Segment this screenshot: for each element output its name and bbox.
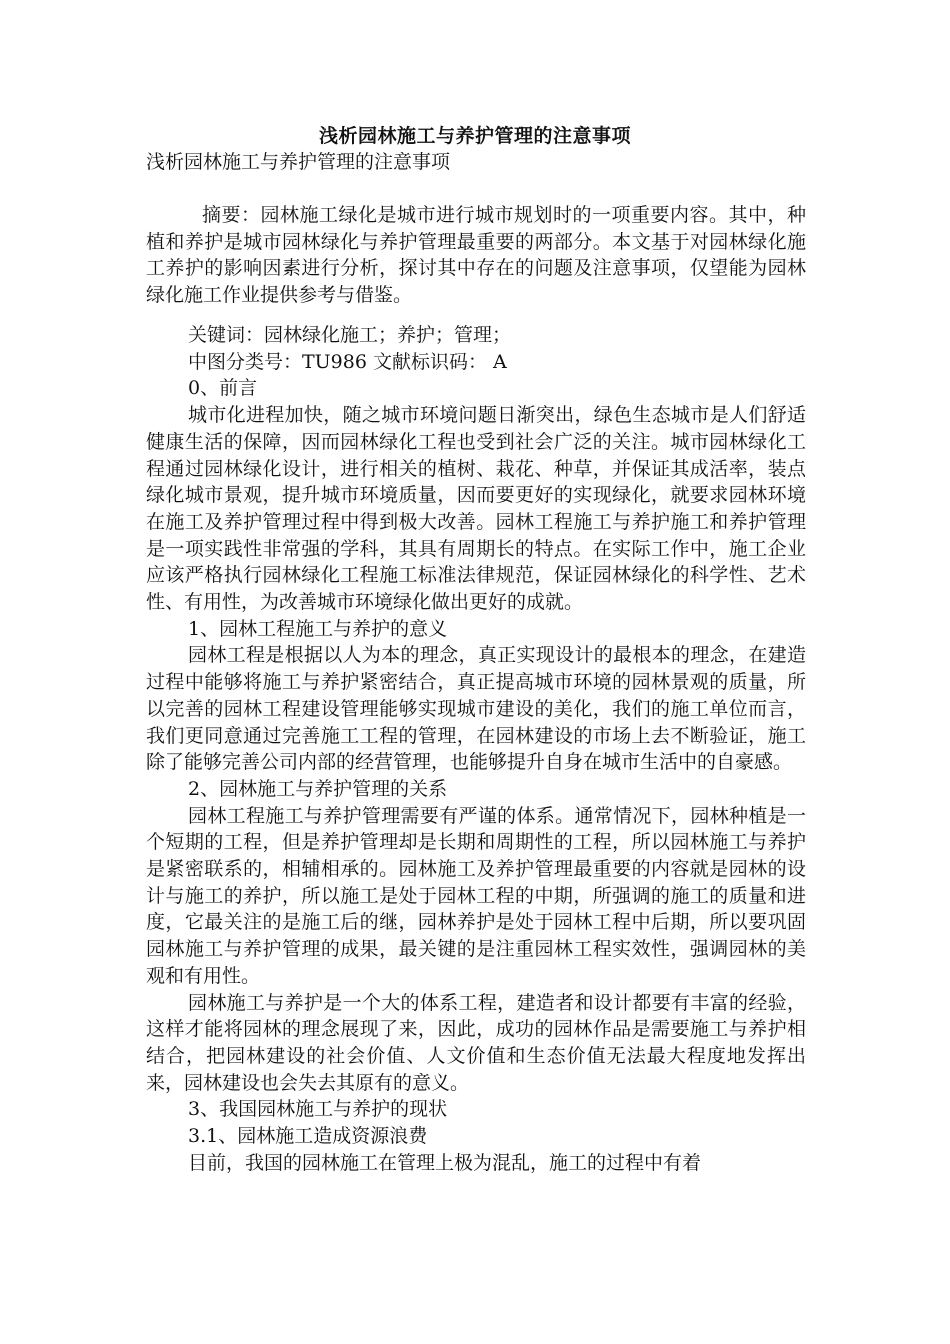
abstract-paragraph: 摘要：园林施工绿化是城市进行城市规划时的一项重要内容。其中，种植和养护是城市园林绿化与养护管理最重要的两部分。本文基于对园林绿化施工养护的影响因素进行分析，探讨其中存在的问题及注意事项，仅望能为园林绿化施工作业提供参考与借鉴。 bbox=[146, 204, 806, 307]
document-subtitle: 浅析园林施工与养护管理的注意事项 bbox=[146, 151, 451, 173]
section-heading-1: 1、园林工程施工与养护的意义 bbox=[188, 617, 448, 640]
section-heading-intro: 0、前言 bbox=[188, 377, 258, 400]
keywords-line: 关键词：园林绿化施工；养护；管理； bbox=[188, 324, 512, 346]
subsection-heading-3-1: 3.1、园林施工造成资源浪费 bbox=[188, 1125, 428, 1148]
intro-paragraph: 城市化进程加快，随之城市环境问题日渐突出，绿色生态城市是人们舒适健康生活的保障，因而园林绿化工程也受到社会广泛的关注。城市园林绿化工程通过园林绿化设计，进行相关的植树、栽花、种草，并保证其成活率，装点绿化城市景观，提升城市环境质量，因而要更好的实现绿化，就要求园林环境在施工及养护管理过程中得到极大改善。园林工程施工与养护施工和养护管理是一项实践性非常强的学科，其具有周期长的特点。在实际工作中，施工企业应该严格执行园林绿化工程施工标准法律规范，保证园林绿化的科学性、艺术性、有用性，为改善城市环境绿化做出更好的成就。 bbox=[146, 404, 806, 614]
document-title: 浅析园林施工与养护管理的注意事项 bbox=[318, 125, 631, 147]
section-heading-2: 2、园林施工与养护管理的关系 bbox=[188, 777, 448, 800]
section-heading-3: 3、我国园林施工与养护的现状 bbox=[188, 1098, 448, 1121]
subsection-3-1-paragraph: 目前，我国的园林施工在管理上极为混乱，施工的过程中有着 bbox=[188, 1151, 702, 1174]
section-2-paragraph-2: 园林施工与养护是一个大的体系工程，建造者和设计都要有丰富的经验，这样才能将园林的理念展现了来，因此，成功的园林作品是需要施工与养护相结合，把园林建设的社会价值、人文价值和生态价值无法最大程度地发挥出来，园林建设也会失去其原有的意义。 bbox=[146, 991, 806, 1094]
abstract-block bbox=[146, 202, 806, 309]
body-block bbox=[146, 322, 806, 1177]
section-2-paragraph-1: 园林工程施工与养护管理需要有严谨的体系。通常情况下，园林种植是一个短期的工程，但是养护管理却是长期和周期性的工程，所以园林施工与养护是紧密联系的，相辅相承的。园林施工及养护管理最重要的内容就是园林的设计与施工的养护，所以施工是处于园林工程的中期，所强调的施工的质量和进度，它最关注的是施工后的继，园林养护是处于园林工程中后期，所以要巩固园林施工与养护管理的成果，最关键的是注重园林工程实效性，强调园林的美观和有用性。 bbox=[146, 804, 806, 987]
section-1-paragraph: 园林工程是根据以人为本的理念，真正实现设计的最根本的理念，在建造过程中能够将施工与养护紧密结合，真正提高城市环境的园林景观的质量，所以完善的园林工程建设管理能够实现城市建设的美化，我们的施工单位而言，我们更同意通过完善施工工程的管理，在园林建设的市场上去不断验证，施工除了能够完善公司内部的经营管理，也能够提升自身在城市生活中的自豪感。 bbox=[146, 644, 806, 774]
classification-line: 中图分类号：TU986 文献标识码： A bbox=[188, 350, 507, 373]
